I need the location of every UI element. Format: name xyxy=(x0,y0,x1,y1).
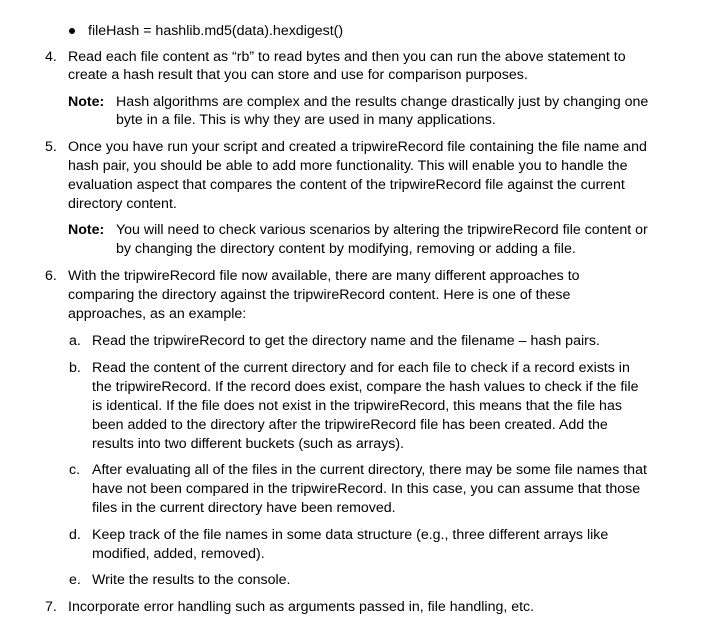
subitem-text-line: the tripwireRecord. If the record does exist, compare the hash values to check if the file xyxy=(92,379,639,395)
note-text-line: byte in a file. This is why they are used in many applications. xyxy=(116,112,496,128)
item-number: 7. xyxy=(45,599,57,615)
item-number: 4. xyxy=(45,49,57,65)
item-text-line: evaluation aspect that compares the content of the tripwireRecord file against the current xyxy=(68,177,625,193)
subitem-text-line: been added to the directory after the tripwireRecord file has been created. Add the xyxy=(92,417,608,433)
item-text-line: approaches, as an example: xyxy=(68,306,247,322)
subitem-text-line: modified, added, removed). xyxy=(92,546,265,562)
note-text-line: Hash algorithms are complex and the results change drastically just by changing one xyxy=(116,94,649,110)
item-text-line: With the tripwireRecord file now available, there are many different approaches to xyxy=(68,268,580,284)
subitem-letter: d. xyxy=(69,527,81,543)
subitem-letter: b. xyxy=(69,360,81,376)
item-text-line: Incorporate error handling such as arguments passed in, file handling, etc. xyxy=(68,599,535,615)
item-text-line: hash pair, you should be able to add more functionality. This will enable you to handle the xyxy=(68,158,628,174)
bullet-item: fileHash = hashlib.md5(data).hexdigest() xyxy=(88,23,344,39)
item-text-line: create a hash result that you can store and use for comparison purposes. xyxy=(68,67,528,83)
note-label: Note: xyxy=(68,222,105,238)
subitem-letter: a. xyxy=(69,333,81,349)
subitem-text-line: Keep track of the file names in some data structure (e.g., three different arrays like xyxy=(92,527,609,543)
bullet-icon xyxy=(69,28,75,34)
subitem-text-line: Read the tripwireRecord to get the directory name and the filename – hash pairs. xyxy=(92,333,600,349)
subitem-text-line: have not been compared in the tripwireRecord. In this case, you can assume that those xyxy=(92,481,641,497)
item-number: 5. xyxy=(45,139,57,155)
item-number: 6. xyxy=(45,268,57,284)
subitem-text-line: results into two different buckets (such as arrays). xyxy=(92,436,404,452)
subitem-text-line: Write the results to the console. xyxy=(92,572,291,588)
note-text-line: You will need to check various scenarios by altering the tripwireRecord file content or xyxy=(116,222,648,238)
subitem-text-line: After evaluating all of the files in the current directory, there may be some file names that xyxy=(92,462,647,478)
item-text-line: Once you have run your script and created a tripwireRecord file containing the file name and xyxy=(68,139,647,155)
subitem-letter: e. xyxy=(69,572,81,588)
note-label: Note: xyxy=(68,94,105,110)
item-text-line: directory content. xyxy=(68,196,177,212)
subitem-text-line: files in the current directory have been removed. xyxy=(92,500,396,516)
subitem-text-line: Read the content of the current directory and for each file to check if a record exists in xyxy=(92,360,630,376)
subitem-letter: c. xyxy=(69,462,81,478)
item-text-line: comparing the directory against the tripwireRecord content. Here is one of these xyxy=(68,287,571,303)
note-text-line: by changing the directory content by modifying, removing or adding a file. xyxy=(116,241,576,257)
subitem-text-line: is identical. If the file does not exist in the tripwireRecord, this means that the file has xyxy=(92,398,622,414)
item-text-line: Read each file content as “rb” to read bytes and then you can run the above statement to xyxy=(68,49,626,65)
